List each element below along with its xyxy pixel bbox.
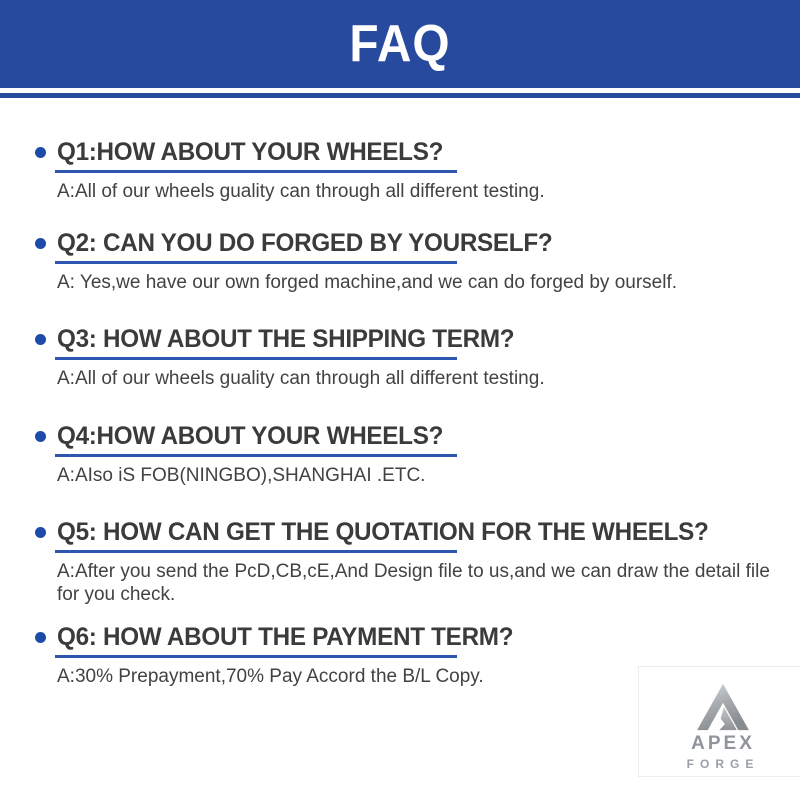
faq-item-5: [0, 518, 800, 606]
question-row: [0, 422, 800, 450]
apex-forge-logo: [638, 666, 800, 777]
question-row: [0, 229, 800, 257]
bullet-dot-icon: [35, 431, 46, 442]
question-row: [0, 623, 800, 651]
question-underline: [55, 454, 457, 457]
faq-item-2: [0, 229, 800, 294]
header-divider: [0, 93, 800, 98]
faq-item-4: [0, 422, 800, 487]
bullet-dot-icon: [35, 147, 46, 158]
question-underline: [55, 261, 457, 264]
bullet-dot-icon: [35, 238, 46, 249]
faq-item-1: [0, 138, 800, 203]
question-text: Q1:HOW ABOUT YOUR WHEELS?: [57, 138, 444, 166]
answer-text: A:30% Prepayment,70% Pay Accord the B/L Copy.: [57, 666, 484, 687]
answer-text: A:AIso iS FOB(NINGBO),SHANGHAI .ETC.: [57, 465, 426, 486]
apex-mountain-icon: [694, 682, 752, 732]
answer-text: A:All of our wheels guality can through all different testing.: [57, 368, 545, 389]
question-text: Q4:HOW ABOUT YOUR WHEELS?: [57, 422, 444, 450]
page-title: FAQ: [349, 15, 451, 73]
bullet-dot-icon: [35, 527, 46, 538]
question-underline: [55, 170, 457, 173]
question-text: Q2: CAN YOU DO FORGED BY YOURSELF?: [57, 229, 553, 257]
header-banner: [0, 0, 800, 88]
answer-text: A: Yes,we have our own forged machine,and we can do forged by ourself.: [57, 272, 678, 293]
question-row: [0, 138, 800, 166]
question-row: [0, 518, 800, 546]
logo-inner: [639, 667, 800, 771]
faq-item-3: [0, 325, 800, 390]
logo-name: APEX: [691, 733, 755, 754]
question-row: [0, 325, 800, 353]
question-underline: [55, 357, 457, 360]
bullet-dot-icon: [35, 334, 46, 345]
bullet-dot-icon: [35, 632, 46, 643]
question-text: Q3: HOW ABOUT THE SHIPPING TERM?: [57, 325, 515, 353]
answer-text: A:After you send the PcD,CB,cE,And Design file to us,and we can draw the detail file for you check.: [57, 561, 770, 605]
question-underline: [55, 655, 457, 658]
answer-text: A:All of our wheels guality can through all different testing.: [57, 181, 545, 202]
question-underline: [55, 550, 457, 553]
question-text: Q5: HOW CAN GET THE QUOTATION FOR THE WHEELS?: [57, 518, 709, 546]
logo-subname: FORGE: [686, 757, 760, 771]
question-text: Q6: HOW ABOUT THE PAYMENT TERM?: [57, 623, 514, 651]
